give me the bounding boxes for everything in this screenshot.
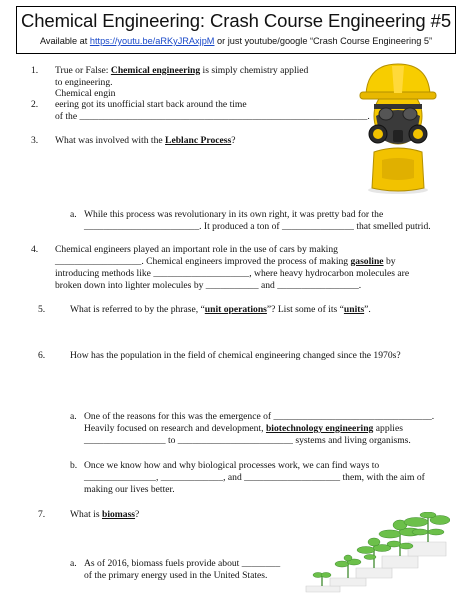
q7-text: What is biomass? xyxy=(70,509,140,520)
q3-text: What was involved with the Leblanc Process? xyxy=(55,135,236,146)
q6b-line3: making our lives better. xyxy=(84,484,175,495)
q3a-line2: ________________________. It produced a ton of _______________ that smelled putrid. xyxy=(84,221,431,232)
q4-line3: introducing methods like ____________________, where heavy hydrocarbon molecules are xyxy=(55,268,410,279)
q7a-line1: As of 2016, biomass fuels provide about ________ xyxy=(84,558,281,569)
q4-line2: __________________. Chemical engineers improved the process of making gasoline by xyxy=(55,256,396,267)
q4-line4: broken down into lighter molecules by ___________ and _________________. xyxy=(55,280,362,291)
q7a-line2: of the primary energy used in the United States. xyxy=(84,570,268,581)
gas-mask-helmet-image xyxy=(352,60,444,196)
q6a-letter: a. xyxy=(70,411,77,422)
q2-line1: eering got its unofficial start back around the time xyxy=(55,99,247,110)
q7-number: 7. xyxy=(38,509,46,520)
q1-line2: to engineering. xyxy=(55,77,113,88)
q3a-line1: While this process was revolutionary in its own right, it was pretty bad for the xyxy=(84,209,384,220)
page-title: Chemical Engineering: Crash Course Engineering #5 xyxy=(20,10,452,31)
q3-number: 3. xyxy=(31,135,39,146)
q4-term: gasoline xyxy=(350,256,384,267)
q7-term: biomass xyxy=(101,509,136,520)
q1-line1: True or False: Chemical engineering is simply chemistry applied xyxy=(55,65,309,76)
q5-term2: units xyxy=(343,304,365,315)
q6b-line1: Once we know how and why biological processes work, we can find ways to xyxy=(84,460,380,471)
q5-number: 5. xyxy=(38,304,46,315)
q2-line2: of the ____________________________________________________________. xyxy=(55,111,370,122)
q3a-letter: a. xyxy=(70,209,77,220)
q1-term: Chemical engineering xyxy=(110,65,201,76)
available-prefix: Available at xyxy=(39,36,90,46)
q5-term1: unit operations xyxy=(204,304,267,315)
q6b-line2: _______________, _____________, and ____________________ them, with the aim of xyxy=(84,472,425,483)
header-box xyxy=(16,6,456,54)
q2-number: 2. xyxy=(31,99,39,110)
q4-number: 4. xyxy=(31,244,39,255)
q4-line1: Chemical engineers played an important role in the use of cars by making xyxy=(55,244,338,255)
q6a-term: biotechnology engineering xyxy=(265,423,374,434)
video-link[interactable]: https://youtu.be/aRKyJRAxjpM xyxy=(89,36,215,46)
source-line xyxy=(17,36,455,46)
q6a-line3: _________________ to ________________________ systems and living organisms. xyxy=(84,435,411,446)
q5-text: What is referred to by the phrase, “unit operations”? List some of its “units”. xyxy=(70,304,371,315)
q1-line3: Chemical engin xyxy=(55,88,116,99)
available-suffix: or just youtube/google “Crash Course Engineering 5” xyxy=(214,36,433,46)
q6-number: 6. xyxy=(38,350,46,361)
seedlings-image xyxy=(300,512,450,600)
q1-number: 1. xyxy=(31,65,39,76)
q6a-line2: Heavily focused on research and development, biotechnology engineering applies xyxy=(84,423,403,434)
q6b-letter: b. xyxy=(70,460,78,471)
q3-term: Leblanc Process xyxy=(165,135,232,146)
q6-text: How has the population in the field of chemical engineering changed since the 1970s? xyxy=(70,350,401,361)
q6a-line1: One of the reasons for this was the emergence of _________________________________. xyxy=(84,411,435,422)
q7a-letter: a. xyxy=(70,558,77,569)
